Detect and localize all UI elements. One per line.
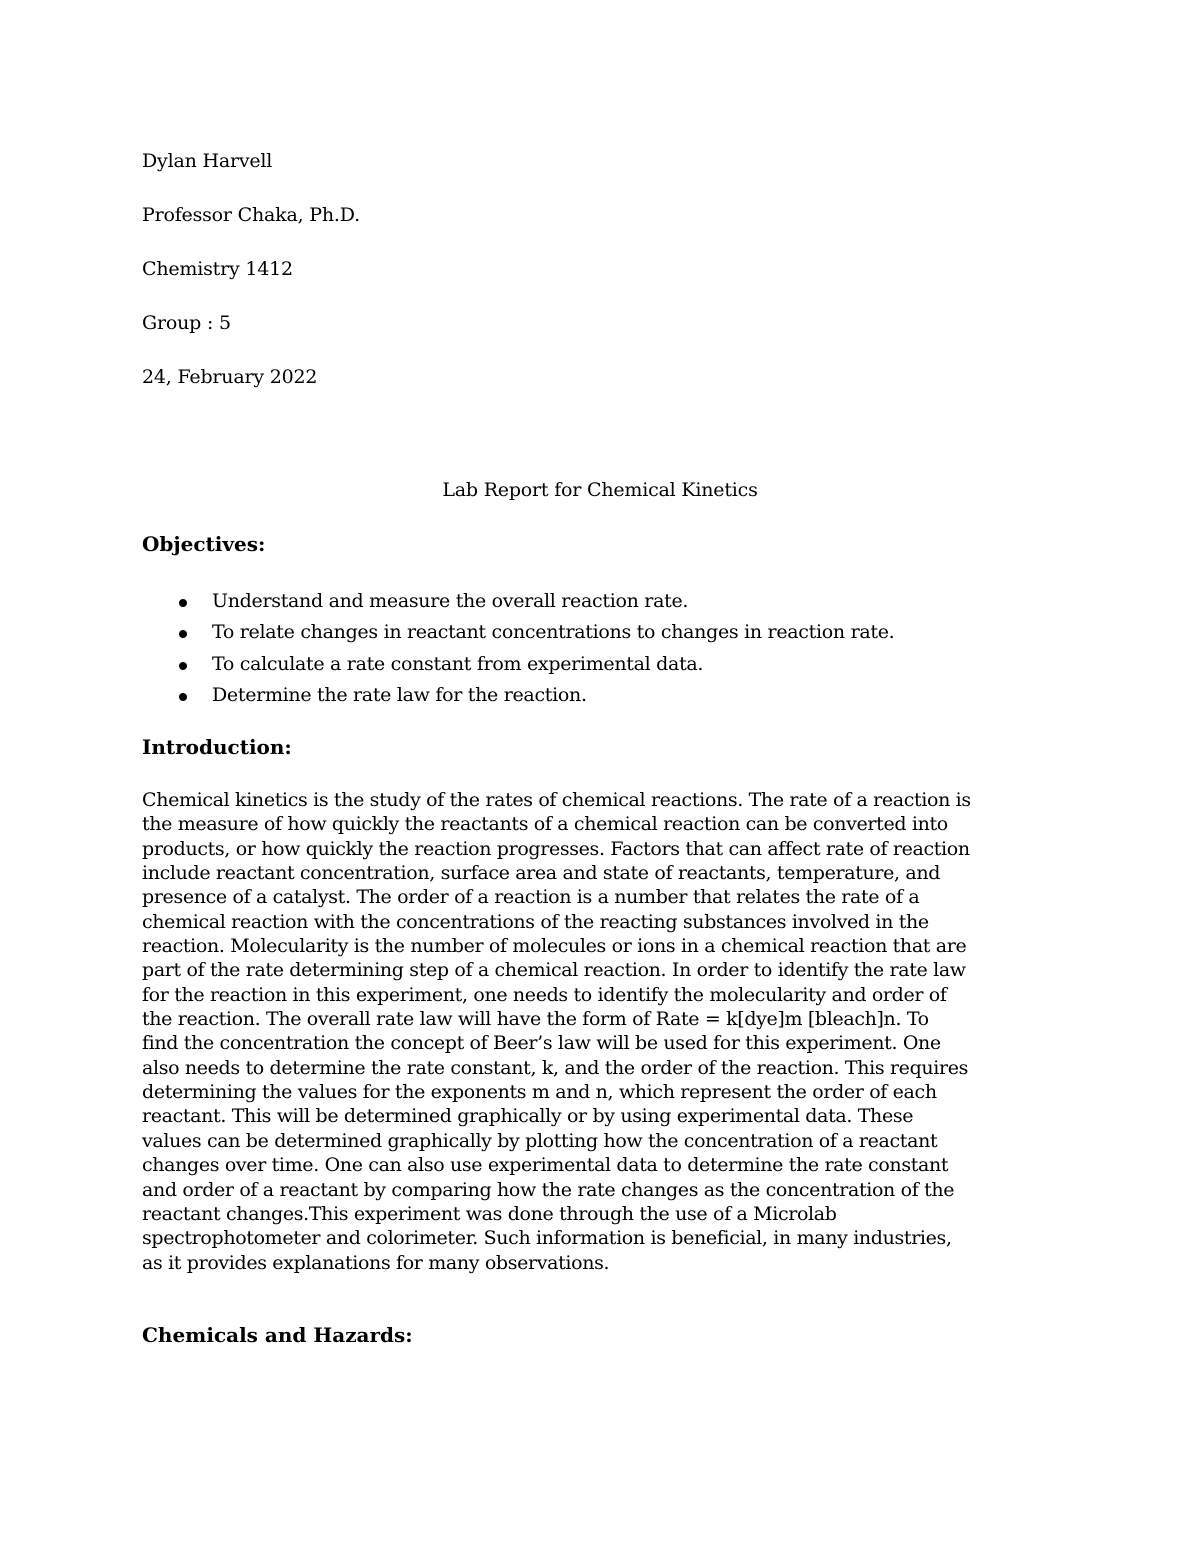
paragraph-line: reactant. This will be determined graphically or by using experimental data. These: [142, 1105, 914, 1128]
report-date: 24, February 2022: [142, 366, 318, 388]
bullet-icon: [179, 662, 187, 670]
paragraph-line: determining the values for the exponents m and n, which represent the order of each: [142, 1081, 937, 1104]
course-name: Chemistry 1412: [142, 258, 293, 280]
paragraph-line: the reaction. The overall rate law will have the form of Rate = k[dye]m [bleach]n. To: [142, 1008, 929, 1031]
paragraph-line: presence of a catalyst. The order of a reaction is a number that relates the rate of a: [142, 886, 920, 909]
objective-text: Understand and measure the overall reaction rate.: [212, 590, 689, 612]
chemicals-hazards-heading: Chemicals and Hazards:: [142, 1323, 413, 1347]
objective-item: [142, 680, 894, 711]
paragraph-line: also needs to determine the rate constant, k, and the order of the reaction. This requires: [142, 1056, 969, 1079]
paragraph-line: include reactant concentration, surface area and state of reactants, temperature, and: [142, 862, 941, 885]
objectives-list: [142, 586, 894, 711]
paragraph-line: find the concentration the concept of Beer’s law will be used for this experiment. One: [142, 1032, 941, 1055]
objectives-heading: Objectives:: [142, 532, 266, 556]
paragraph-line: chemical reaction with the concentrations of the reacting substances involved in the: [142, 910, 929, 933]
objective-text: Determine the rate law for the reaction.: [212, 683, 587, 706]
paragraph-line: part of the rate determining step of a chemical reaction. In order to identify the rate law: [142, 959, 966, 982]
paragraph-line: products, or how quickly the reaction progresses. Factors that can affect rate of reaction: [142, 837, 970, 860]
paragraph-line: spectrophotometer and colorimeter. Such information is beneficial, in many industries,: [142, 1227, 952, 1250]
paragraph-line: reactant changes.This experiment was done through the use of a Microlab: [142, 1202, 837, 1225]
paragraph-line: reaction. Molecularity is the number of molecules or ions in a chemical reaction that are: [142, 935, 967, 958]
report-title: Lab Report for Chemical Kinetics: [442, 479, 758, 501]
author-name: Dylan Harvell: [142, 150, 273, 172]
professor-name: Professor Chaka, Ph.D.: [142, 204, 360, 226]
paragraph-line: Chemical kinetics is the study of the rates of chemical reactions. The rate of a reaction is: [142, 789, 971, 811]
objective-item: [142, 617, 894, 648]
objective-text: To calculate a rate constant from experimental data.: [212, 652, 704, 675]
objective-text: To relate changes in reactant concentrations to changes in reaction rate.: [212, 621, 895, 644]
bullet-icon: [179, 693, 187, 701]
paragraph-line: as it provides explanations for many observations.: [142, 1251, 610, 1274]
objective-item: [142, 586, 894, 617]
paragraph-line: for the reaction in this experiment, one needs to identify the molecularity and order of: [142, 983, 947, 1006]
bullet-icon: [179, 599, 187, 607]
introduction-paragraph: [142, 788, 1057, 1275]
paragraph-line: values can be determined graphically by plotting how the concentration of a reactant: [142, 1129, 938, 1152]
paragraph-line: changes over time. One can also use experimental data to determine the rate constant: [142, 1154, 949, 1177]
paragraph-line: and order of a reactant by comparing how the rate changes as the concentration of the: [142, 1178, 955, 1201]
objective-item: [142, 649, 894, 680]
paragraph-line: the measure of how quickly the reactants of a chemical reaction can be converted into: [142, 813, 948, 836]
bullet-icon: [179, 630, 187, 638]
group-number: Group : 5: [142, 312, 231, 334]
introduction-heading: Introduction:: [142, 735, 292, 759]
